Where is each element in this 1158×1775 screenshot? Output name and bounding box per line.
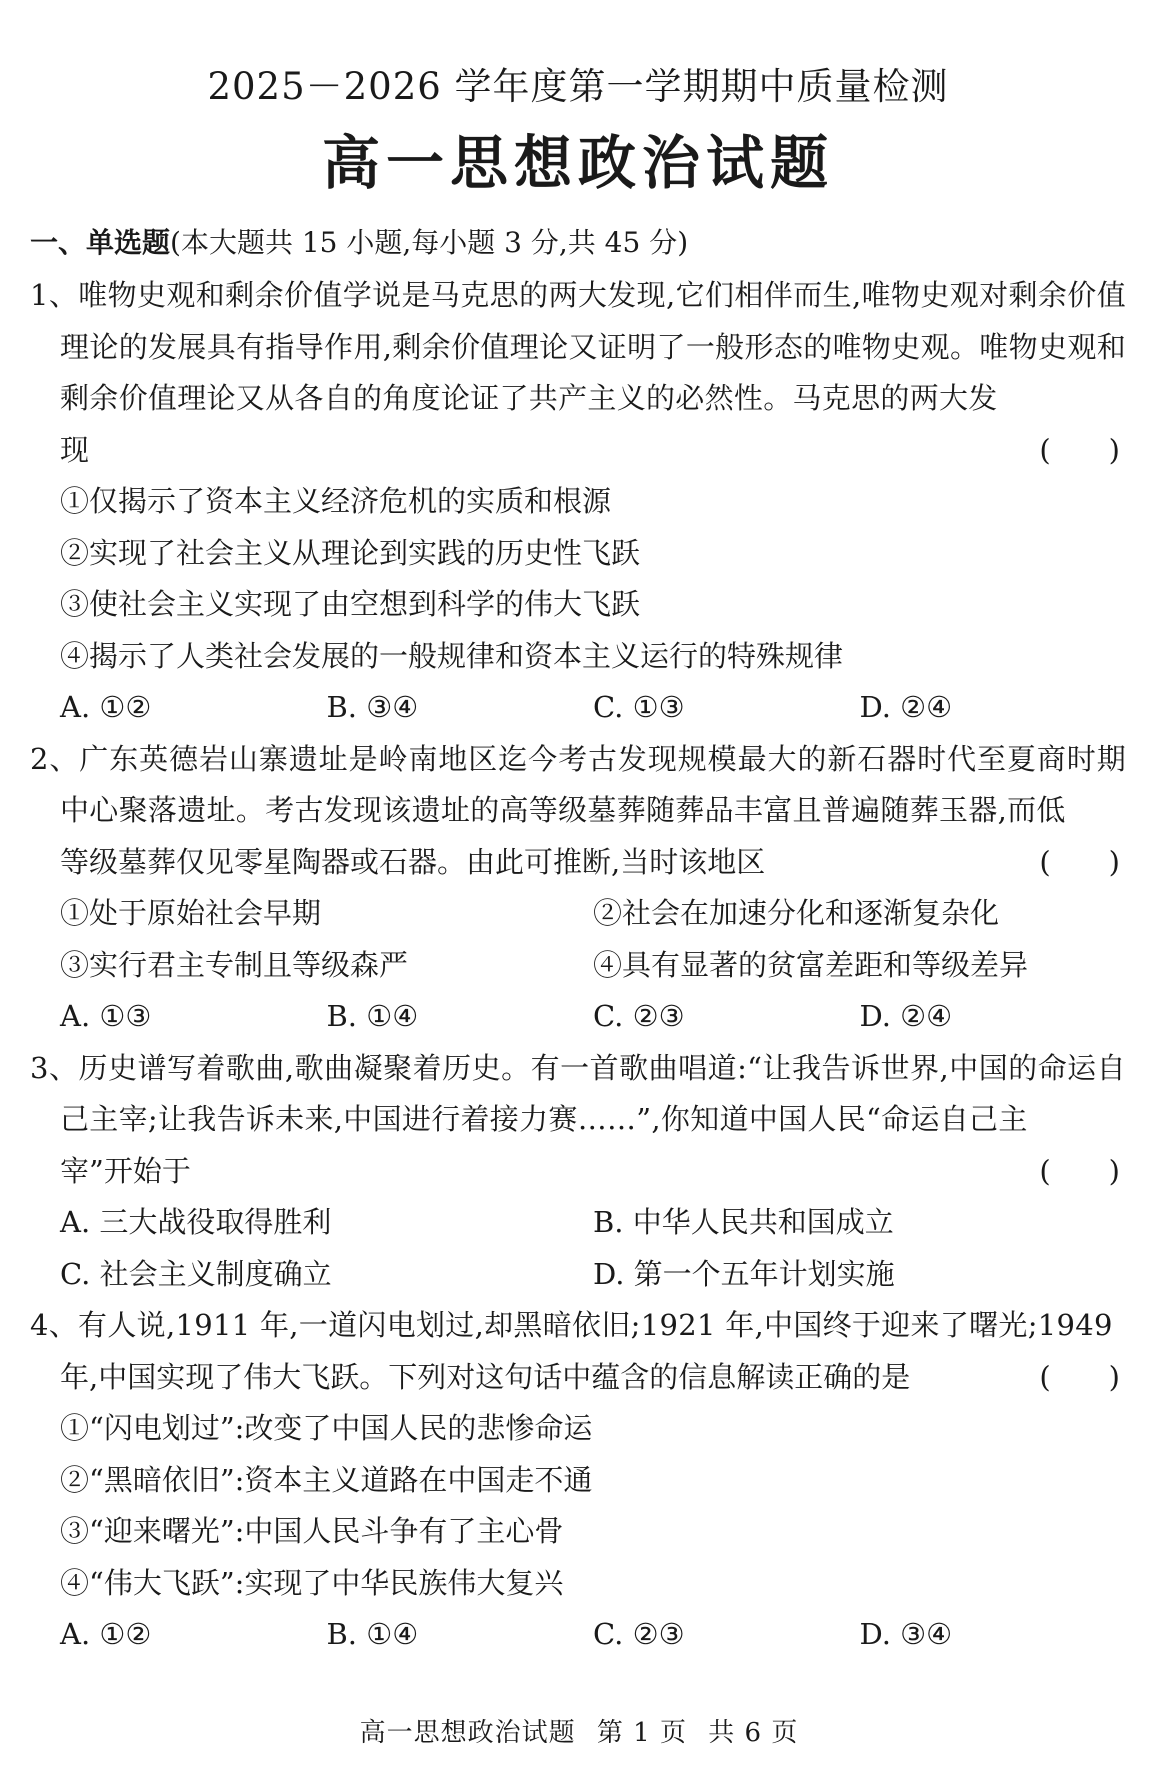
choice-d: D. ②④ bbox=[859, 690, 953, 724]
exam-name: 2025－2026 学年度第一学期期中质量检测 bbox=[207, 65, 949, 108]
choice-a: A. ①② bbox=[60, 1617, 152, 1651]
statement: ①处于原始社会早期 bbox=[60, 896, 322, 930]
question-1 bbox=[30, 270, 1126, 734]
statement: ④揭示了人类社会发展的一般规律和资本主义运行的特殊规律 bbox=[60, 638, 844, 673]
statement: ①仅揭示了资本主义经济危机的实质和根源 bbox=[60, 484, 612, 518]
choice-a: A. ①③ bbox=[60, 999, 152, 1033]
answer-bracket: ( ) bbox=[1039, 844, 1120, 879]
question-stem: 1、唯物史观和剩余价值学说是马克思的两大发现,它们相伴而生,唯物史观对剩余价值理论的发展具有指导作用,剩余价值理论又证明了一般形态的唯物史观。唯物史观和剩余价值理论又从各自的角度论证了共产主义的必然性。马克思的两大发 bbox=[30, 278, 1126, 415]
choice-c: C. ②③ bbox=[593, 999, 685, 1033]
choice-b: B. ①④ bbox=[326, 999, 419, 1033]
choice-b: B. ①④ bbox=[326, 1617, 419, 1651]
stem-tail-text: 等级墓葬仅见零星陶器或石器。由此可推断,当时该地区 bbox=[60, 844, 766, 879]
choice-a: A. 三大战役取得胜利 bbox=[60, 1205, 332, 1239]
question-stem: 2、广东英德岩山寨遗址是岭南地区迄今考古发现规模最大的新石器时代至夏商时期中心聚落遗址。考古发现该遗址的高等级墓葬随葬品丰富且普遍随葬玉器,而低 bbox=[30, 741, 1126, 827]
statement: ①“闪电划过”:改变了中国人民的悲惨命运 bbox=[60, 1411, 593, 1445]
exam-title: 高一思想政治试题 bbox=[321, 129, 834, 197]
section-label: 一、单选题 bbox=[30, 226, 171, 259]
statement: ③实行君主专制且等级森严 bbox=[60, 947, 409, 982]
choice-d: D. ②④ bbox=[859, 999, 953, 1033]
statement: ④具有显著的贫富差距和等级差异 bbox=[593, 947, 1029, 982]
choice-d: D. 第一个五年计划实施 bbox=[593, 1256, 895, 1291]
stem-tail-text: 现 bbox=[60, 432, 90, 467]
choice-b: B. ③④ bbox=[326, 690, 419, 724]
statement-row bbox=[30, 888, 1126, 940]
statement: ③“迎来曙光”:中国人民斗争有了主心骨 bbox=[60, 1514, 564, 1548]
answer-bracket: ( ) bbox=[1039, 1359, 1120, 1394]
choice-a: A. ①② bbox=[60, 690, 152, 724]
choice-d: D. ③④ bbox=[859, 1617, 953, 1651]
section-heading bbox=[30, 220, 1126, 266]
question-stem-tail bbox=[30, 425, 1126, 477]
stem-tail-text: 宰”开始于 bbox=[60, 1153, 191, 1188]
section-note: (本大题共 15 小题,每小题 3 分,共 45 分) bbox=[170, 226, 689, 259]
question-4 bbox=[30, 1300, 1126, 1661]
choice-b: B. 中华人民共和国成立 bbox=[593, 1205, 894, 1239]
question-2 bbox=[30, 734, 1126, 1043]
question-stem-tail bbox=[30, 837, 1126, 889]
question-stem-tail bbox=[30, 1146, 1126, 1198]
answer-choices bbox=[30, 682, 1126, 734]
answer-bracket: ( ) bbox=[1039, 1153, 1120, 1188]
stem-tail-text: 年,中国实现了伟大飞跃。下列对这句话中蕴含的信息解读正确的是 bbox=[60, 1359, 911, 1394]
choice-c: C. 社会主义制度确立 bbox=[60, 1256, 332, 1291]
statement: ②实现了社会主义从理论到实践的历史性飞跃 bbox=[60, 535, 641, 570]
statement: ②社会在加速分化和逐渐复杂化 bbox=[593, 896, 1000, 930]
answer-bracket: ( ) bbox=[1039, 432, 1120, 467]
question-3 bbox=[30, 1043, 1126, 1301]
statement: ③使社会主义实现了由空想到科学的伟大飞跃 bbox=[60, 587, 641, 621]
statement: ④“伟大飞跃”:实现了中华民族伟大复兴 bbox=[60, 1565, 564, 1600]
answer-choices bbox=[30, 1249, 1126, 1301]
question-stem: 4、有人说,1911 年,一道闪电划过,却黑暗依旧;1921 年,中国终于迎来了曙光;1949 bbox=[30, 1308, 1113, 1342]
footer-page-number: 第 1 页 bbox=[596, 1718, 687, 1748]
statement-row bbox=[30, 940, 1126, 992]
footer-total-pages: 共 6 页 bbox=[708, 1718, 799, 1748]
choice-c: C. ②③ bbox=[593, 1617, 685, 1651]
answer-choices bbox=[30, 1197, 1126, 1249]
statement: ②“黑暗依旧”:资本主义道路在中国走不通 bbox=[60, 1462, 593, 1497]
choice-c: C. ①③ bbox=[593, 690, 685, 724]
question-stem-tail bbox=[30, 1352, 1126, 1404]
answer-choices bbox=[30, 991, 1126, 1043]
footer-subject: 高一思想政治试题 bbox=[359, 1718, 576, 1748]
question-stem: 3、历史谱写着歌曲,歌曲凝聚着历史。有一首歌曲唱道:“让我告诉世界,中国的命运自己主宰;让我告诉未来,中国进行着接力赛……”,你知道中国人民“命运自己主 bbox=[30, 1050, 1126, 1136]
page-footer bbox=[0, 1715, 1158, 1751]
answer-choices bbox=[30, 1609, 1126, 1661]
